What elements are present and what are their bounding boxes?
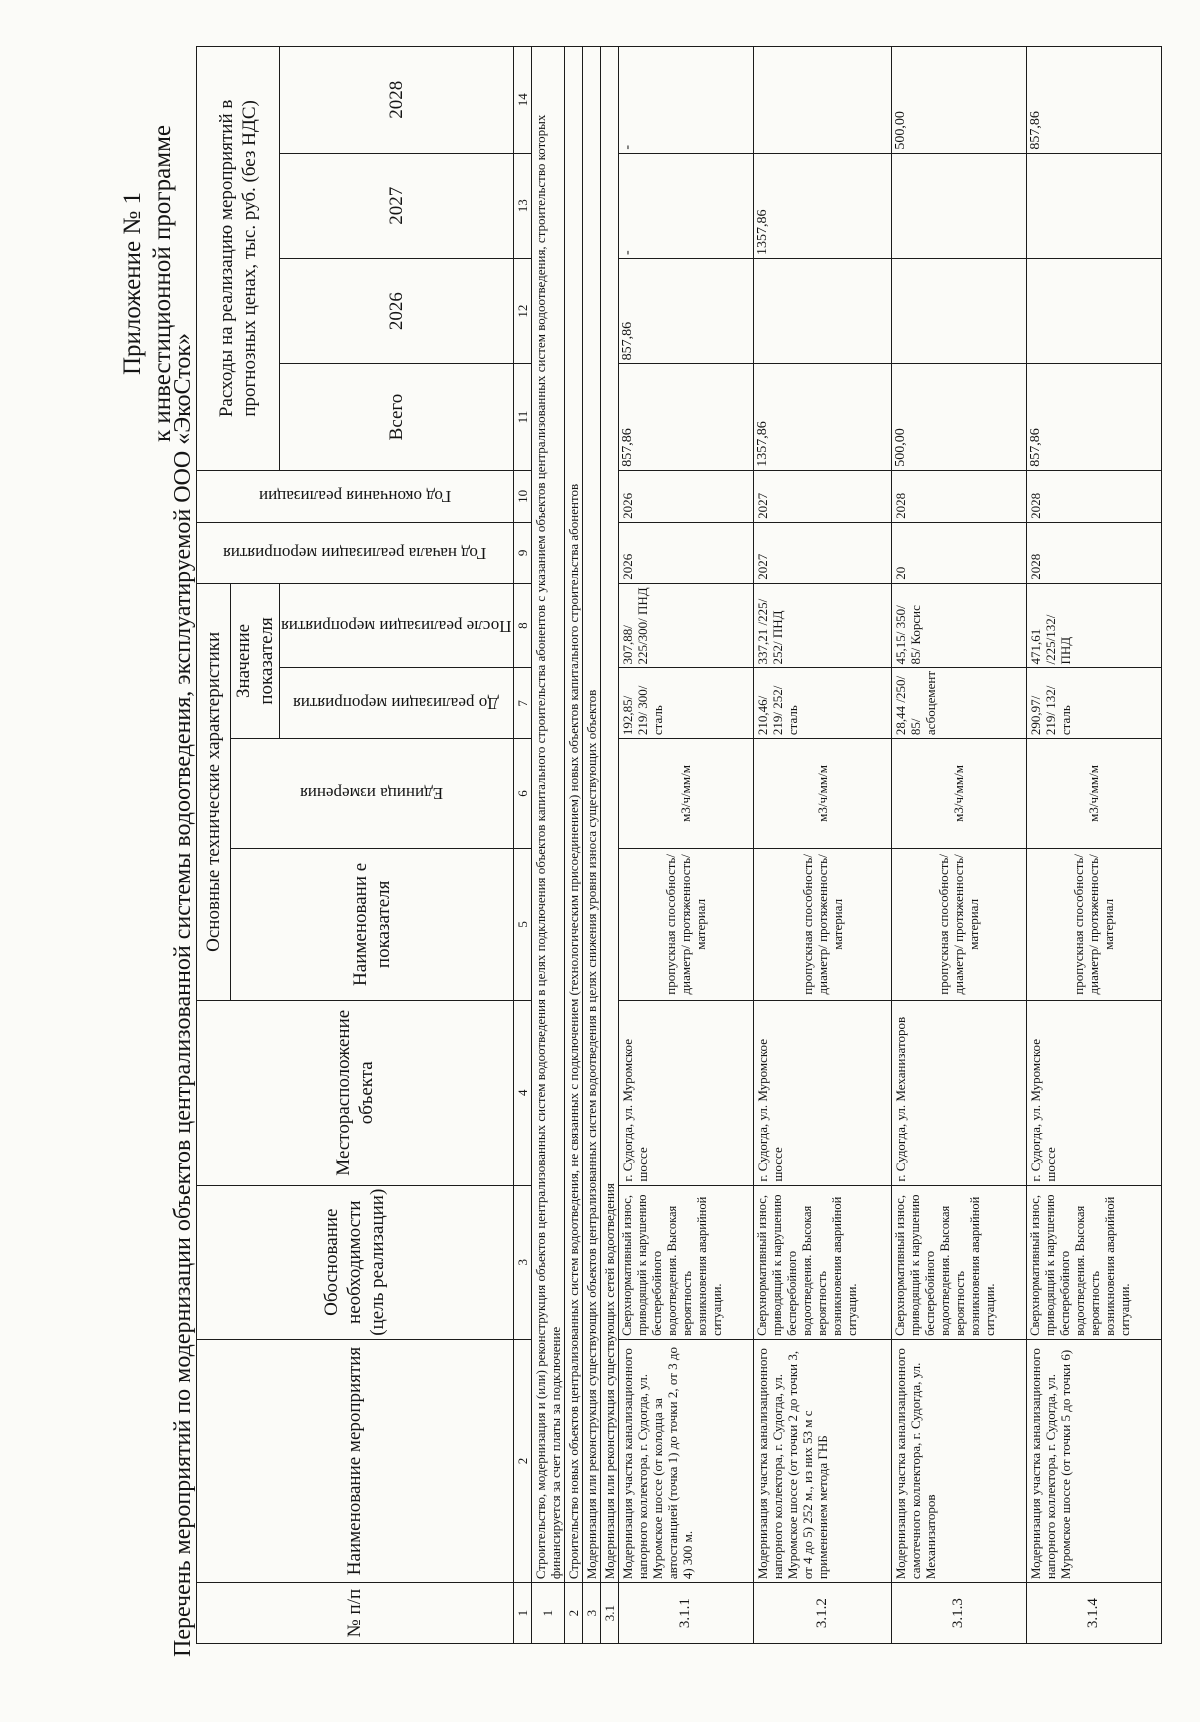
header-unit: Единица измерения [300, 784, 444, 804]
measure-name: Модернизация участка канализационного напорного коллектора, г. Судогда, ул. Муромское шоссе (от колодца за автостанцией (точка 1) до точки 2, от 3 до 4) 300 м. [618, 1339, 753, 1582]
table-row [753, 47, 891, 1644]
section-text: Модернизация или реконструкция существующих сетей водоотведения [600, 47, 618, 1583]
table-body [197, 47, 1162, 1644]
column-number: 5 [513, 848, 531, 1000]
unit: м3/ч/мм/м [891, 739, 1026, 849]
cost-2028: - [618, 47, 753, 154]
header-start-year-cell [197, 522, 514, 583]
column-numbers-row [513, 47, 531, 1644]
header-after: После реализации мероприятия [281, 616, 512, 636]
value-before: 290,97/ 219/ 132/ сталь [1026, 668, 1161, 739]
indicator-name: пропускная способность/ диаметр/ протяженность/ материал [753, 848, 891, 1000]
value-after: 45,15/ 350/ 85/ Корсис [891, 583, 1026, 668]
header-end-year-cell [197, 470, 514, 522]
cost-2027: - [618, 153, 753, 258]
header-before: До реализации мероприятия [293, 694, 500, 714]
column-number: 2 [513, 1339, 531, 1582]
cost-2028: 500,00 [891, 47, 1026, 154]
header-tech-group: Основные технические характеристики [197, 583, 231, 1000]
column-number: 10 [513, 470, 531, 522]
location: г. Судогда, ул. Муромское шоссе [753, 1000, 891, 1185]
value-before: 192,85/ 219/ 300/ сталь [618, 668, 753, 739]
measure-name: Модернизация участка канализационного напорного коллектора, г. Судогда, ул. Муромское шоссе (от точки 2 до точки 3, от 4 до 5) 252 м., из них 53 м с применением метода ГНБ [753, 1339, 891, 1582]
appendix-line-2: к инвестиционной программе [149, 125, 176, 443]
cost-2027 [891, 153, 1026, 258]
cost-2026: 857,86 [618, 258, 753, 363]
header-before-cell [280, 668, 514, 739]
cost-2026 [753, 258, 891, 363]
section-text: Модернизация или реконструкция существующих объектов централизованных систем водоотведения в целях снижения уровня износа существующих объектов [582, 47, 600, 1583]
header-after-cell [280, 583, 514, 668]
section-num: 1 [531, 1583, 564, 1644]
start-year: 2027 [753, 522, 891, 583]
location: г. Судогда, ул. Муромское шоссе [618, 1000, 753, 1185]
cost-2027: 1357,86 [753, 153, 891, 258]
row-num: 3.1.4 [1026, 1583, 1161, 1644]
section-row [564, 47, 582, 1644]
value-before: 210,46/ 219/ 252/ сталь [753, 668, 891, 739]
justification: Сверхнормативный износ, приводящий к нарушению бесперебойного водоотведения. Высокая вероятность возникновения аварийной ситуации. [618, 1185, 753, 1339]
header-year-2026: 2026 [280, 258, 514, 363]
section-num: 3 [582, 1583, 600, 1644]
section-text: Строительство, модернизация и (или) реконструкция объектов централизованных систем водоотведения в целях подключения объектов капитального строительства абонентов с указанием объектов централизованных систем водоотведения, строительство которых финансируется за счет платы за подключение [531, 47, 564, 1583]
measure-name: Модернизация участка канализационного самотечного коллектора, г. Судогда, ул. Механизаторов [891, 1339, 1026, 1582]
section-row [531, 47, 564, 1644]
value-after: 307,88/ 225/300/ ПНД [618, 583, 753, 668]
row-num: 3.1.2 [753, 1583, 891, 1644]
column-number: 4 [513, 1000, 531, 1185]
end-year: 2028 [1026, 470, 1161, 522]
cost-2026 [1026, 258, 1161, 363]
column-number: 1 [513, 1583, 531, 1644]
unit: м3/ч/мм/м [1026, 739, 1161, 849]
column-number: 12 [513, 258, 531, 363]
header-unit-cell [231, 739, 514, 849]
value-before: 28,44 /250/ 85/ асбоцемент [891, 668, 1026, 739]
column-number: 8 [513, 583, 531, 668]
column-number: 11 [513, 364, 531, 470]
column-number: 13 [513, 153, 531, 258]
indicator-name: пропускная способность/ диаметр/ протяженность/ материал [618, 848, 753, 1000]
header-location: Месторасположение объекта [197, 1000, 514, 1185]
cost-2028: 857,86 [1026, 47, 1161, 154]
cost-2027 [1026, 153, 1161, 258]
indicator-name: пропускная способность/ диаметр/ протяженность/ материал [1026, 848, 1161, 1000]
measure-name: Модернизация участка канализационного напорного коллектора, г. Судогда, ул. Муромское шоссе (от точки 5 до точки 6) [1026, 1339, 1161, 1582]
column-number: 14 [513, 47, 531, 154]
cost-total: 857,86 [618, 364, 753, 470]
justification: Сверхнормативный износ, приводящий к нарушению бесперебойного водоотведения. Высокая вероятность возникновения аварийной ситуации. [891, 1185, 1026, 1339]
end-year: 2026 [618, 470, 753, 522]
unit: м3/ч/мм/м [753, 739, 891, 849]
end-year: 2027 [753, 470, 891, 522]
cost-2028 [753, 47, 891, 154]
document-title: Перечень мероприятий по модернизации объектов централизованной системы водоотведения, эксплуатируемой ООО «ЭкоСток» [170, 332, 196, 1657]
appendix-line-1: Приложение № 1 [119, 192, 146, 376]
table-row [891, 47, 1026, 1644]
header-costs: Расходы на реализацию мероприятий в прогнозных ценах, тыс. руб. (без НДС) [197, 47, 280, 471]
header-indicator: Наименовани е показателя [231, 848, 514, 1000]
location: г. Судогда, ул. Механизаторов [891, 1000, 1026, 1185]
column-number: 9 [513, 522, 531, 583]
row-num: 3.1.3 [891, 1583, 1026, 1644]
section-num: 3.1 [600, 1583, 618, 1644]
header-total: Всего [280, 364, 514, 470]
column-number: 6 [513, 739, 531, 849]
header-end-year: Год окончания реализации [258, 487, 451, 507]
header-start-year: Год начала реализации мероприятия [223, 543, 487, 563]
appendix-block [118, 125, 178, 442]
justification: Сверхнормативный износ, приводящий к нарушению бесперебойного водоотведения. Высокая вероятность возникновения аварийной ситуации. [1026, 1185, 1161, 1339]
measures-table [196, 46, 1162, 1644]
start-year: 2026 [618, 522, 753, 583]
indicator-name: пропускная способность/ диаметр/ протяженность/ материал [891, 848, 1026, 1000]
section-row [600, 47, 618, 1644]
header-justification: Обоснование необходимости (цель реализации) [197, 1185, 514, 1339]
column-number: 3 [513, 1185, 531, 1339]
location: г. Судогда, ул. Муромское шоссе [1026, 1000, 1161, 1185]
start-year: 2028 [1026, 522, 1161, 583]
header-year-2027: 2027 [280, 153, 514, 258]
end-year: 2028 [891, 470, 1026, 522]
cost-total: 857,86 [1026, 364, 1161, 470]
cost-total: 500,00 [891, 364, 1026, 470]
cost-2026 [891, 258, 1026, 363]
row-num: 3.1.1 [618, 1583, 753, 1644]
header-name: Наименование мероприятия [197, 1339, 514, 1582]
header-num: № п/п [197, 1583, 514, 1644]
table-row [1026, 47, 1161, 1644]
start-year: 20 [891, 522, 1026, 583]
section-row [582, 47, 600, 1644]
unit: м3/ч/мм/м [618, 739, 753, 849]
section-num: 2 [564, 1583, 582, 1644]
header-year-2028: 2028 [280, 47, 514, 154]
cost-total: 1357,86 [753, 364, 891, 470]
column-number: 7 [513, 668, 531, 739]
value-after: 471,61 /225/132/ ПНД [1026, 583, 1161, 668]
value-after: 337,21 /225/ 252/ ПНД [753, 583, 891, 668]
table-row [618, 47, 753, 1644]
header-value-group: Значение показателя [231, 583, 280, 738]
justification: Сверхнормативный износ, приводящий к нарушению бесперебойного водоотведения. Высокая вероятность возникновения аварийной ситуации. [753, 1185, 891, 1339]
section-text: Строительство новых объектов централизованных систем водоотведения, не связанных с подключением (технологическим присоединением) новых объектов капитального строительства абонентов [564, 47, 582, 1583]
